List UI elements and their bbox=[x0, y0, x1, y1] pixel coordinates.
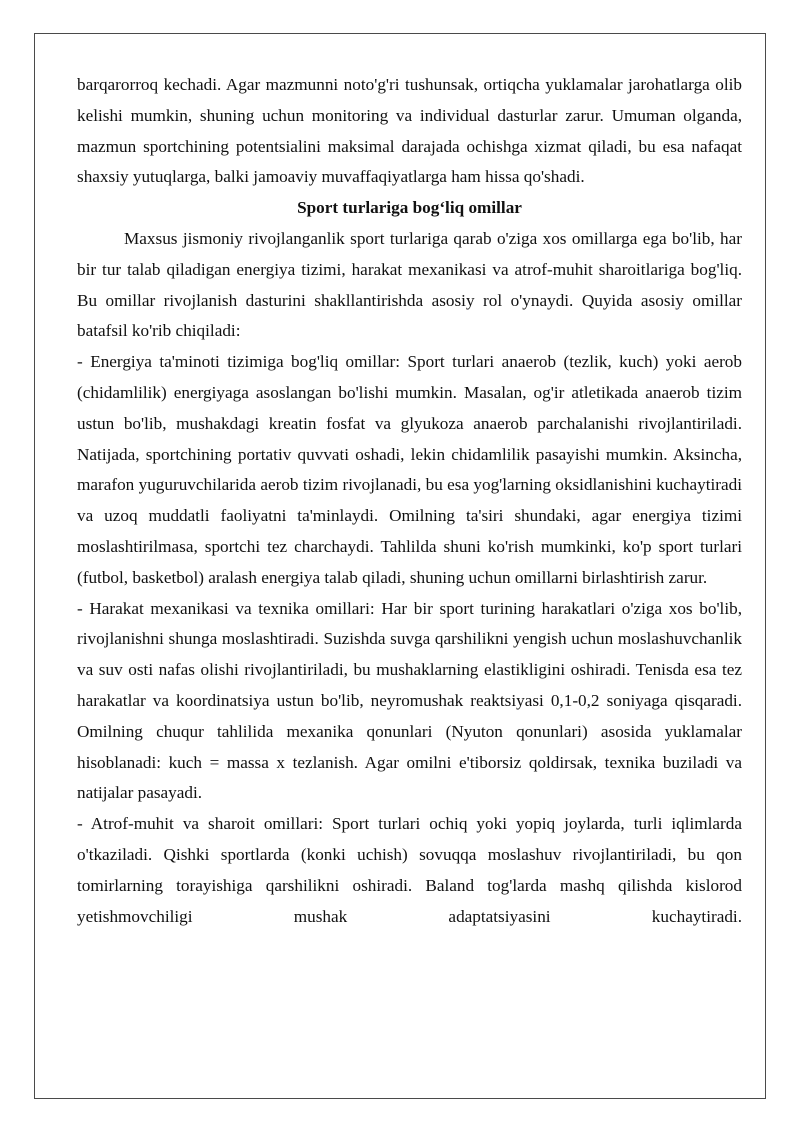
document-body bbox=[77, 70, 742, 932]
paragraph-energy-factors: - Energiya ta'minoti tizimiga bog'liq omillar: Sport turlari anaerob (tezlik, kuch) yoki aerob (chidamlilik) energiyaga asoslangan bo'lishi mumkin. Masalan, og'ir atletikada anaerob tizim ustun bo'lib, mushakdagi kreatin fosfat va glyukoza anaerob parchalanishi rivojlantiriladi. Natijada, sportchining portativ quvvati oshadi, lekin chidamlilik pasayishi mumkin. Aksincha, marafon yuguruvchilarida aerob tizim rivojlanadi, bu esa yog'larning oksidlanishini kuchaytiradi va uzoq muddatli faoliyatni ta'minlaydi. Omilning ta'siri shundaki, agar energiya tizimi moslashtirilmasa, sportchi tez charchaydi. Tahlilda shuni ko'rish mumkinki, ko'p sport turlari (futbol, basketbol) aralash energiya talab qiladi, shuning uchun omillarni birlashtirish zarur. bbox=[77, 352, 742, 587]
section-heading: Sport turlariga bog‘liq omillar bbox=[297, 198, 522, 218]
paragraph-mechanics-factors: - Harakat mexanikasi va texnika omillari: Har bir sport turining harakatlari o'ziga xos bo'lib, rivojlanishni shunga moslashtiradi. Suzishda suvga qarshilikni yengish uchun moslashuvchanlik va suv osti nafas olishi rivojlantiriladi, bu mushaklarning elastikligini oshiradi. Tenisda esa tez harakatlar va koordinatsiya ustun bo'lib, neyromushak reaktsiyasi 0,1-0,2 soniyaga qisqaradi. Omilning chuqur tahlilida mexanika qonunlari (Nyuton qonunlari) asosida yuklamalar hisoblanadi: kuch = massa x tezlanish. Agar omilni e'tiborsiz qoldirsak, texnika buziladi va natijalar pasayadi. bbox=[77, 598, 742, 803]
paragraph-environment-factors: - Atrof-muhit va sharoit omillari: Sport turlari ochiq yoki yopiq joylarda, turli iqlimlarda o'tkaziladi. Qishki sportlarda (konki uchish) sovuqqa moslashuv rivojlantiriladi, bu qon tomirlarning torayishiga qarshilikni oshiradi. Baland tog'larda mashq qilishda kislorod yetishmovchiligi mushak adaptatsiyasini kuchaytiradi. bbox=[77, 814, 742, 926]
paragraph-overview: Maxsus jismoniy rivojlanganlik sport turlariga qarab o'ziga xos omillarga ega bo'lib, har bir tur talab qiladigan energiya tizimi, harakat mexanikasi va atrof-muhit sharoitlariga bog'liq. Bu omillar rivojlanish dasturini shakllantirishda asosiy rol o'ynaydi. Quyida asosiy omillar batafsil ko'rib chiqiladi: bbox=[77, 228, 742, 341]
intro-paragraph: barqarorroq kechadi. Agar mazmunni noto'g'ri tushunsak, ortiqcha yuklamalar jarohatlarga olib kelishi mumkin, shuning uchun monitoring va individual dasturlar zarur. Umuman olganda, mazmun sportchining potentsialini maksimal darajada ochishga xizmat qiladi, bu esa nafaqat shaxsiy yutuqlarga, balki jamoaviy muvaffaqiyatlarga ham hissa qo'shadi. bbox=[77, 75, 742, 187]
